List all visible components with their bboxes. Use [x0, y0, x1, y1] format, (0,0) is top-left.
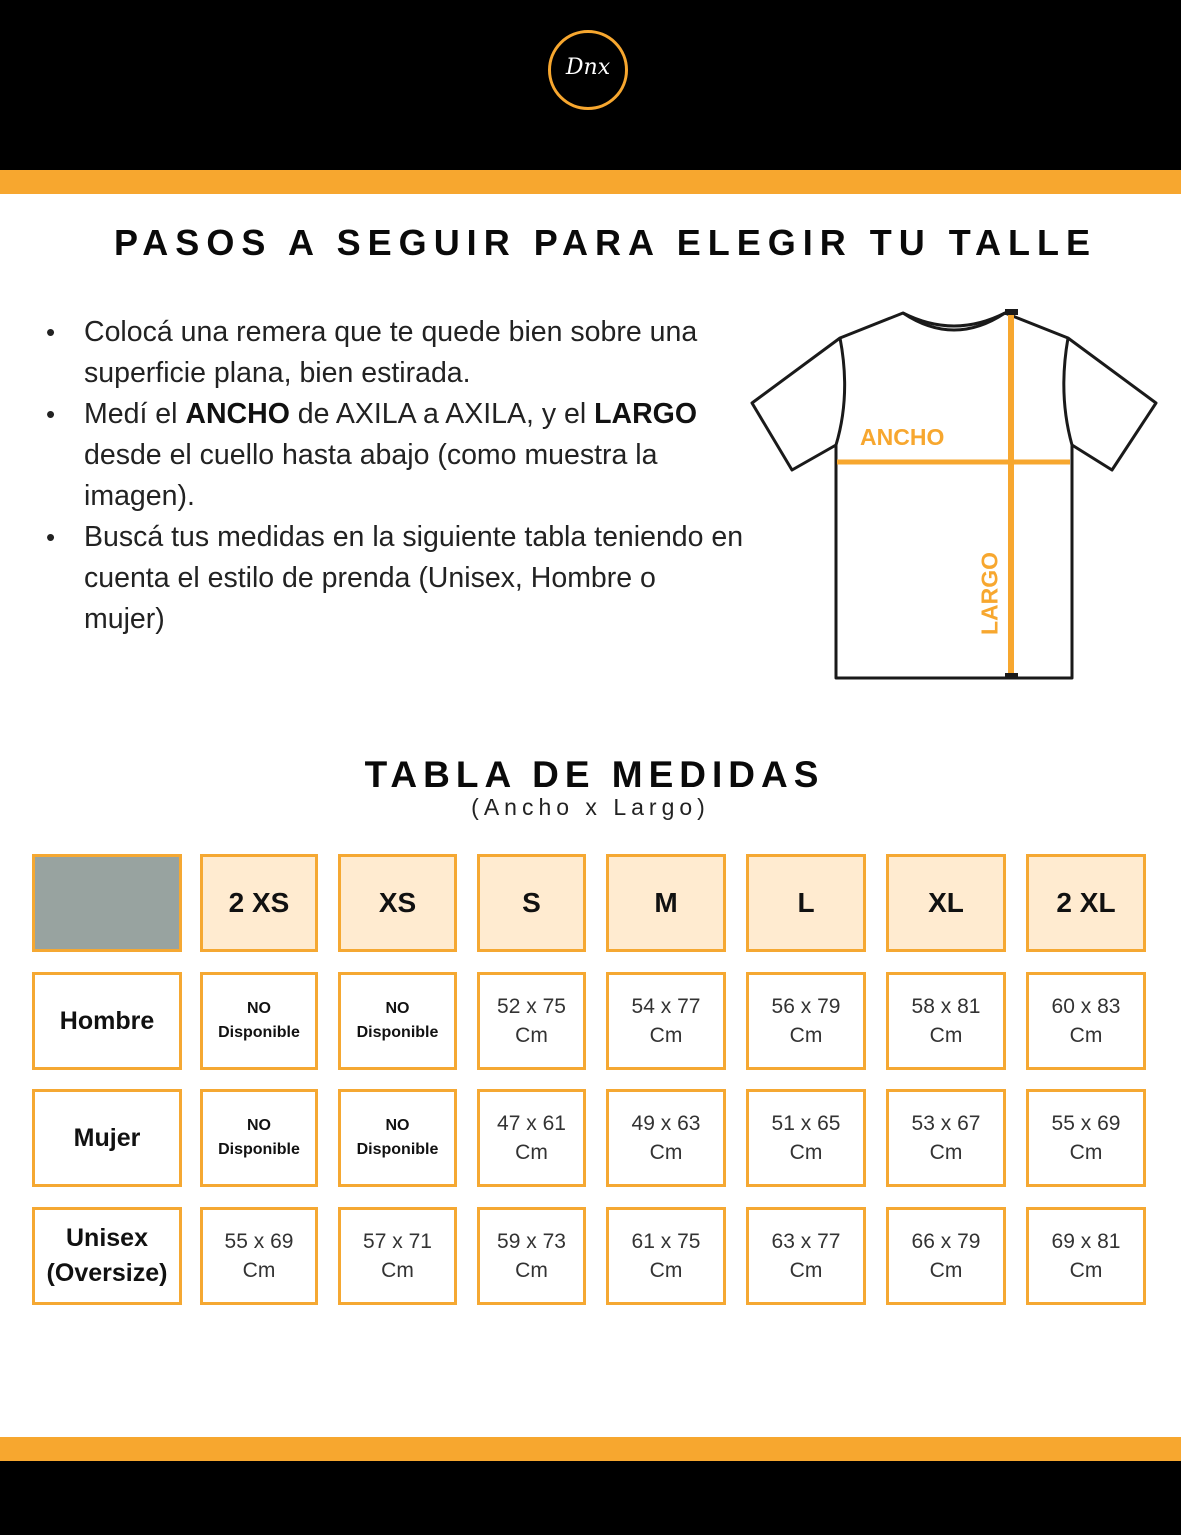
measure-line-1: 66 x 79 [911, 1230, 981, 1253]
measure-cell [1026, 972, 1146, 1070]
measure-text [363, 1227, 432, 1285]
measure-text [357, 997, 439, 1045]
row-label-subtext: (Oversize) [46, 1259, 168, 1287]
row-label-cell [32, 1089, 182, 1187]
logo-text: Dnx [565, 55, 611, 80]
measure-line-2: Cm [381, 1259, 414, 1282]
measure-cell-unavailable [200, 1089, 318, 1187]
measure-text [772, 1109, 841, 1167]
measure-line-1: 47 x 61 [497, 1112, 566, 1135]
largo-label: LARGO [976, 551, 1003, 636]
measure-line-1: NO [247, 1000, 271, 1017]
row-label [74, 1121, 141, 1156]
measure-line-2: Cm [929, 1259, 963, 1282]
measure-line-2: Cm [649, 1259, 683, 1282]
measure-line-2: Cm [649, 1024, 683, 1047]
measure-cell [477, 1089, 586, 1187]
measure-cell [477, 1207, 586, 1305]
step-item: • Medí el ANCHO de AXILA a AXILA, y el LARGO desde el cuello hasta abajo (como muestra la imagen). [44, 394, 744, 517]
size-label: M [654, 887, 678, 918]
measure-line-1: 59 x 73 [497, 1230, 566, 1253]
footer-accent-stripe [0, 1437, 1181, 1461]
measure-cell [1026, 1207, 1146, 1305]
measure-cell [746, 972, 866, 1070]
measure-cell [606, 972, 726, 1070]
size-label: 2 XS [228, 887, 290, 918]
measure-line-1: 51 x 65 [771, 1112, 841, 1135]
measure-text [497, 1227, 566, 1285]
row-label-cell [32, 972, 182, 1070]
size-header-cell [1026, 854, 1146, 952]
measure-line-2: Disponible [356, 1141, 439, 1158]
measure-line-1: 60 x 83 [1051, 995, 1121, 1018]
measure-line-1: 57 x 71 [363, 1230, 432, 1253]
measure-text [357, 1114, 439, 1162]
measure-line-2: Disponible [218, 1141, 300, 1158]
measure-line-2: Disponible [356, 1024, 439, 1041]
measure-cell [886, 1207, 1006, 1305]
page-title: PASOS A SEGUIR PARA ELEGIR TU TALLE [113, 222, 1098, 263]
measure-line-1: NO [385, 1000, 410, 1017]
row-label-text: Mujer [73, 1123, 141, 1152]
measure-line-1: 63 x 77 [771, 1230, 841, 1253]
size-label: L [797, 887, 815, 918]
measure-line-2: Cm [515, 1141, 548, 1164]
measure-line-1: NO [385, 1117, 410, 1134]
measure-text [225, 1227, 294, 1285]
size-label: XS [378, 887, 417, 918]
footer-bar [0, 1461, 1181, 1535]
measure-line-1: 55 x 69 [1051, 1112, 1121, 1135]
measure-line-1: 56 x 79 [771, 995, 841, 1018]
measure-line-2: Cm [242, 1259, 276, 1282]
measure-line-2: Cm [929, 1141, 963, 1164]
measure-cell-unavailable [338, 1089, 457, 1187]
table-title: TABLA DE MEDIDAS [364, 754, 825, 795]
measure-line-1: 61 x 75 [631, 1230, 701, 1253]
size-header-cell [200, 854, 318, 952]
measure-text [218, 1114, 300, 1162]
measure-cell [886, 972, 1006, 1070]
measure-text [1052, 1227, 1121, 1285]
measure-line-2: Cm [1069, 1024, 1103, 1047]
measure-text [632, 992, 701, 1050]
measure-line-2: Cm [515, 1259, 548, 1282]
measure-cell-unavailable [200, 972, 318, 1070]
measure-text [1052, 1109, 1121, 1167]
measure-line-1: 58 x 81 [911, 995, 981, 1018]
size-header-cell [746, 854, 866, 952]
measure-line-1: NO [247, 1117, 271, 1134]
size-header-cell [886, 854, 1006, 952]
measure-line-1: 52 x 75 [497, 995, 566, 1018]
measure-line-1: 69 x 81 [1051, 1230, 1121, 1253]
measure-line-2: Cm [515, 1024, 548, 1047]
measure-cell [338, 1207, 457, 1305]
measure-cell [746, 1207, 866, 1305]
measure-line-2: Cm [649, 1141, 683, 1164]
size-header-cell [606, 854, 726, 952]
measure-line-2: Cm [929, 1024, 963, 1047]
measure-text [912, 1109, 981, 1167]
size-label: 2 XL [1056, 887, 1116, 918]
table-subtitle: (Ancho x Largo) [471, 794, 710, 820]
measure-text [632, 1227, 701, 1285]
measure-text [912, 992, 981, 1050]
tshirt-diagram [748, 305, 1160, 685]
steps-list [44, 312, 744, 640]
measure-cell [200, 1207, 318, 1305]
row-label [60, 1004, 154, 1039]
measure-text [772, 992, 841, 1050]
measure-line-2: Cm [789, 1024, 823, 1047]
row-label [47, 1221, 168, 1291]
size-label: XL [928, 887, 964, 918]
measure-line-2: Cm [789, 1259, 823, 1282]
measure-cell [746, 1089, 866, 1187]
measure-cell-unavailable [338, 972, 457, 1070]
measure-text [497, 992, 566, 1050]
row-label-text: Hombre [59, 1006, 155, 1035]
step-item: • Buscá tus medidas en la siguiente tabla teniendo en cuenta el estilo de prenda (Unisex, Hombre o mujer) [44, 517, 744, 640]
measure-cell [886, 1089, 1006, 1187]
measure-cell [1026, 1089, 1146, 1187]
size-header-cell [477, 854, 586, 952]
size-header-cell [338, 854, 457, 952]
measure-text [218, 997, 300, 1045]
measure-text [772, 1227, 841, 1285]
measure-line-1: 55 x 69 [224, 1230, 294, 1253]
measure-line-2: Cm [1069, 1141, 1103, 1164]
measure-line-1: 53 x 67 [911, 1112, 981, 1135]
measure-line-2: Cm [1069, 1259, 1103, 1282]
brand-logo [548, 30, 628, 110]
ancho-label: ANCHO [860, 424, 945, 450]
measure-text [497, 1109, 566, 1167]
size-label: S [522, 887, 541, 918]
measure-text [632, 1109, 701, 1167]
measure-line-2: Disponible [218, 1024, 300, 1041]
step-item: • Colocá una remera que te quede bien sobre una superficie plana, bien estirada. [44, 312, 744, 394]
measure-text [912, 1227, 981, 1285]
table-corner-cell [32, 854, 182, 952]
measure-line-1: 49 x 63 [631, 1112, 701, 1135]
measure-line-2: Cm [789, 1141, 823, 1164]
row-label-cell [32, 1207, 182, 1305]
measure-cell [477, 972, 586, 1070]
measure-line-1: 54 x 77 [631, 995, 701, 1018]
measure-cell [606, 1089, 726, 1187]
row-label-text: Unisex [66, 1224, 148, 1252]
measure-text [1052, 992, 1121, 1050]
measure-cell [606, 1207, 726, 1305]
header-accent-stripe [0, 170, 1181, 194]
